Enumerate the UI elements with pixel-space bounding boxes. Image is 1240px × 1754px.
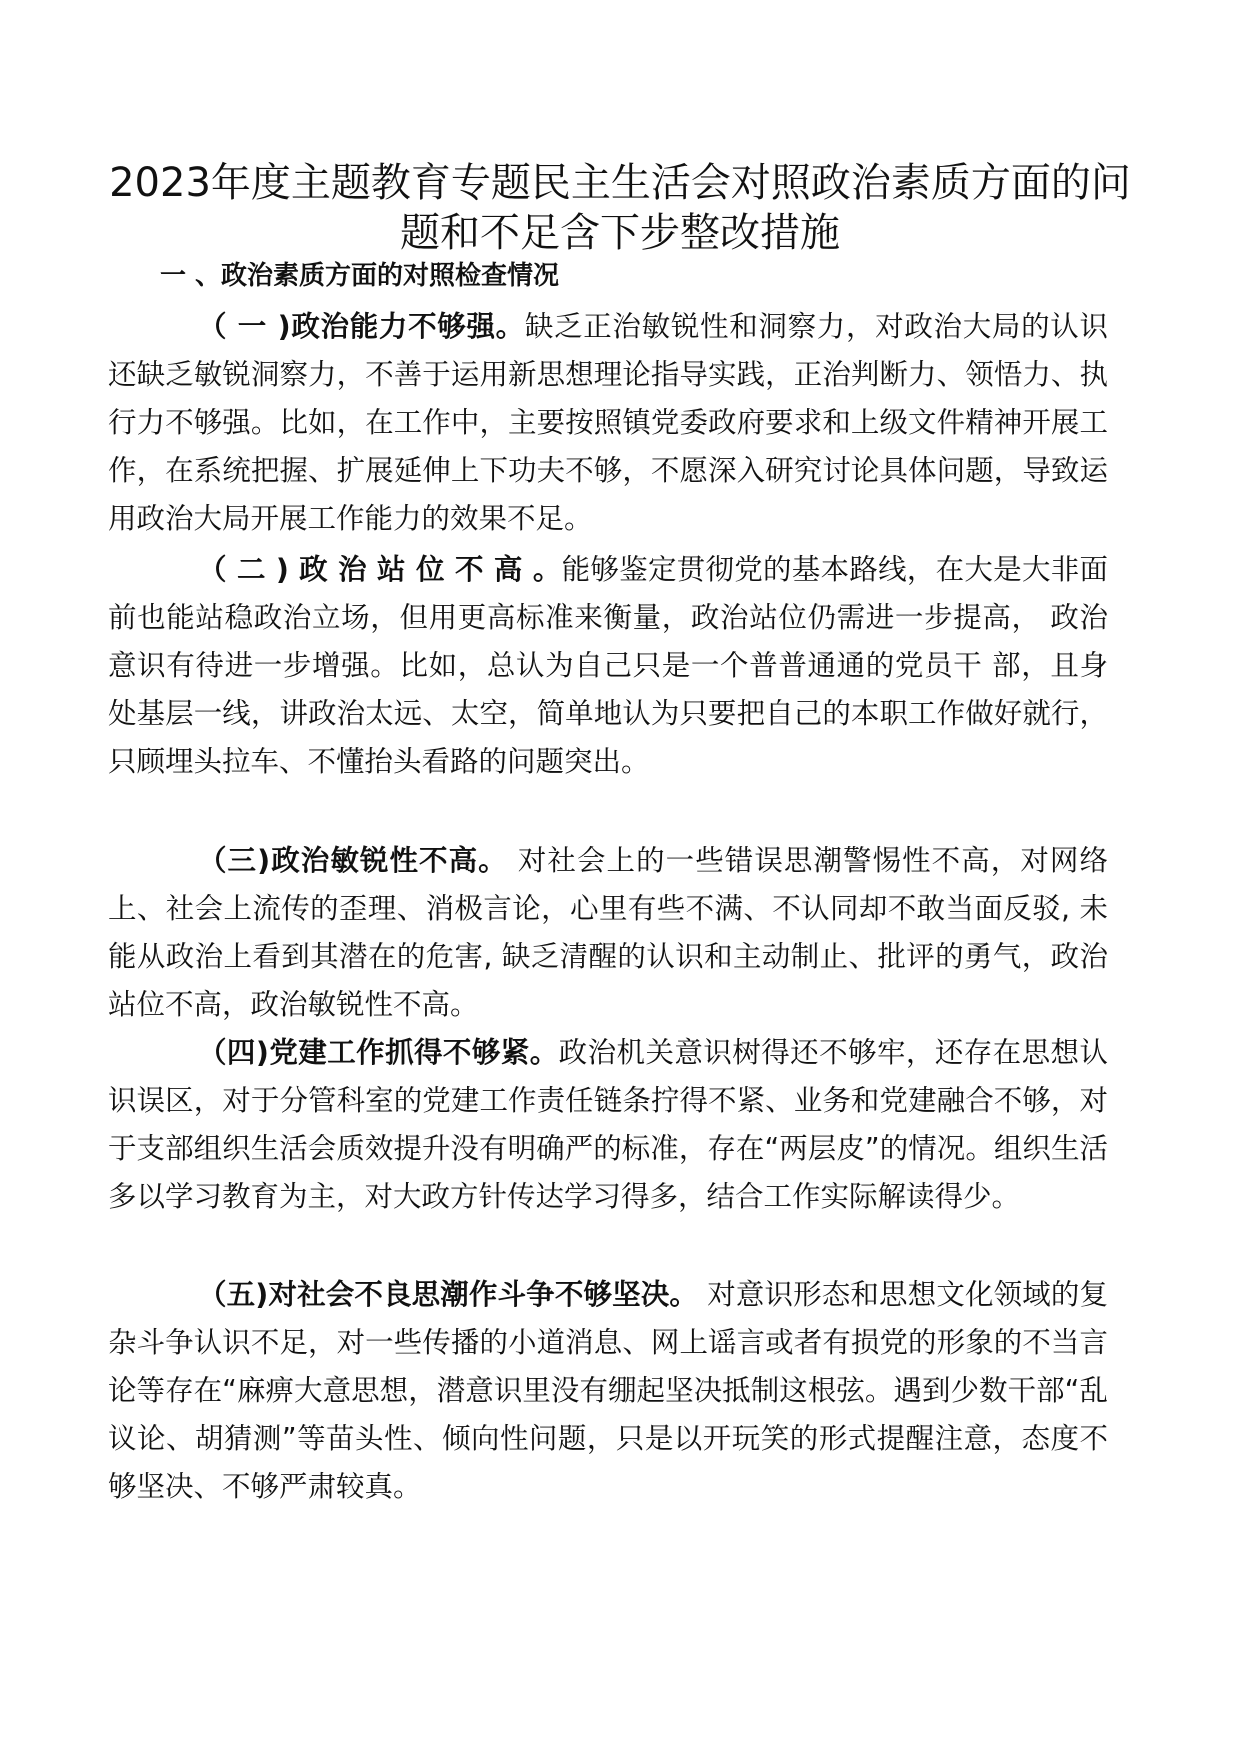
- paragraph-party-building: [108, 1029, 1108, 1221]
- paragraph-lead: （ 一 )政治能力不够强。: [198, 310, 525, 343]
- paragraph-political-stance: [108, 546, 1108, 786]
- paragraph-ideological-struggle: [108, 1271, 1108, 1511]
- paragraph-body: 缺乏正治敏锐性和洞察力，对政治大局的认识还缺乏敏锐洞察力，不善于运用新思想理论指导实践，正治判断力、领悟力、执行力不够强。比如，在工作中，主要按照镇党委政府要求和上级文件精神开展工作，在系统把握、扩展延伸上下功夫不够，不愿深入研究讨论具体问题，导致运用政治大局开展工作能力的效果不足。: [108, 310, 1108, 535]
- paragraph-lead: （五)对社会不良思潮作斗争不够坚决。: [198, 1278, 699, 1311]
- section-heading: 一 、政治素质方面的对照检查情况: [160, 261, 560, 291]
- document-title: 2023年度主题教育专题民主生活会对照政治素质方面的问题和不足含下步整改措施: [109, 160, 1131, 256]
- paragraph-body: 能够鉴定贯彻党的基本路线，在大是大非面 前也能站稳政治立场，但用更高标准来衡量，政治站位仍需进一步提高， 政治意识有待进一步增强。比如，总认为自己只是一个普普通通的党员干 部，且身处基层一线，讲政治太远、太空，简单地认为只要把自己的本职工作做好就行，只顾埋头拉车、不懂抬头看路的问题突出。: [108, 553, 1108, 778]
- paragraph-lead: （三)政治敏锐性不高。: [198, 844, 508, 877]
- paragraph-body: 对社会上的一些错误思潮警惕性不高，对网络上、社会上流传的歪理、消极言论，心里有些不满、不认同却不敢当面反驳, 未能从政治上看到其潜在的危害, 缺乏清醒的认识和主动制止、批评的勇气，政治站位不高，政治敏锐性不高。: [108, 844, 1108, 1021]
- paragraph-lead: （ 二 ) 政 治 站 位 不 高 。: [198, 553, 562, 586]
- paragraph-political-sensitivity: [108, 837, 1108, 1029]
- paragraph-lead: （四)党建工作抓得不够紧。: [198, 1036, 559, 1069]
- paragraph-body: 政治机关意识树得还不够牢，还存在思想认识误区，对于分管科室的党建工作责任链条拧得不紧、业务和党建融合不够，对于支部组织生活会质效提升没有明确严的标准，存在“两层皮”的情况。组织生活多以学习教育为主，对大政方针传达学习得多，结合工作实际解读得少。: [108, 1036, 1108, 1213]
- paragraph-body: 对意识形态和思想文化领域的复杂斗争认识不足，对一些传播的小道消息、网上谣言或者有损党的形象的不当言论等存在“麻痹大意思想，潜意识里没有绷起坚决抵制这根弦。遇到少数干部“乱议论、胡猜测”等苗头性、倾向性问题，只是以开玩笑的形式提醒注意，态度不够坚决、不够严肃较真。: [108, 1278, 1109, 1503]
- paragraph-political-ability: [108, 303, 1108, 543]
